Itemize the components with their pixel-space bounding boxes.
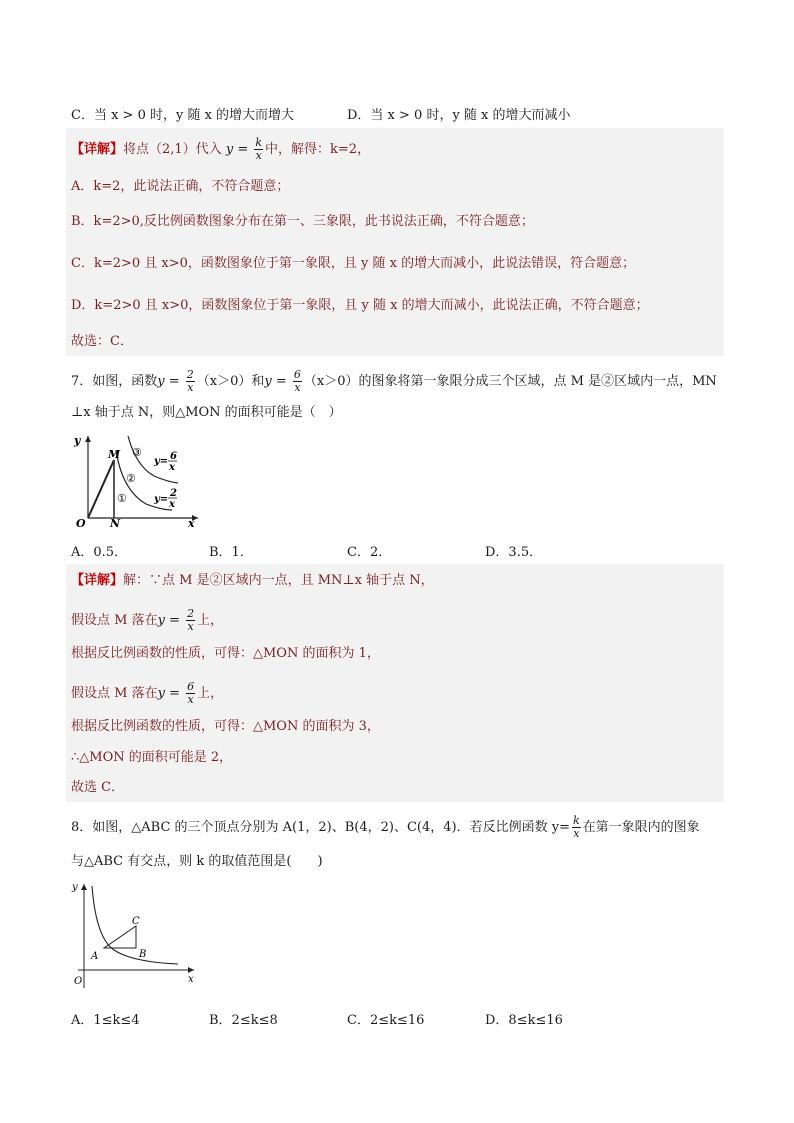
q8-figure — [70, 878, 200, 990]
point-c-label: C — [132, 916, 140, 927]
fraction-numerator: 6 — [187, 680, 195, 693]
question-text: （x＞0）的图象将第一象限分成三个区域，点 M 是②区域内一点，MN — [303, 374, 717, 389]
q8-option-d: D．8≤k≤16 — [485, 1013, 563, 1028]
solution-text: 上， — [197, 686, 224, 701]
equation-lhs: y = — [225, 142, 249, 157]
q7-question-line1: 7．如图，函数y = $\frac{2}{x}$ （x＞0）和y = $\frac{6}{x}$ （x＞0）的图象将第一象限分成三个区域，点 M 是②区域内一点，MN — [71, 368, 717, 394]
y-axis-arrow — [85, 436, 91, 442]
solution-text: 解：∵点 M 是②区域内一点，且 MN⊥x 轴于点 N， — [123, 573, 434, 588]
curve-label-y: y= — [154, 494, 169, 505]
q8-question-line2: 与△ABC 有交点，则 k 的取值范围是( ) — [71, 854, 323, 869]
fraction-denominator: x — [187, 693, 194, 706]
curve-label-num-6: 6 — [170, 451, 177, 462]
q6-solution-line3: B．k=2>0,反比例函数图象分布在第一、三象限，此书说法正确，不符合题意； — [71, 214, 534, 229]
solution-tag: 【详解】 — [71, 142, 124, 157]
q6-solution-line5: D．k=2>0 且 x>0，函数图象位于第一象限，且 y 随 x 的增大而减小，此说法正确，不符合题意； — [71, 298, 649, 313]
fraction — [293, 369, 302, 394]
q8-option-a: A．1≤k≤4 — [71, 1013, 140, 1028]
q7-option-c: C．2． — [347, 545, 392, 560]
q7-option-a: A．0.5． — [71, 545, 128, 560]
fraction-numerator: 2 — [186, 368, 194, 381]
x-axis-label: x — [188, 974, 194, 985]
origin-label: O — [74, 976, 83, 987]
y-axis-arrow — [81, 884, 87, 890]
point-a-label: A — [91, 951, 99, 962]
fraction — [186, 681, 195, 706]
curve-label-den: x — [169, 499, 175, 510]
solution-text: 中，解得：k=2， — [265, 142, 371, 157]
origin-label: O — [76, 517, 86, 528]
q7-option-b: B．1． — [209, 545, 253, 560]
fraction — [572, 815, 581, 840]
fraction-numerator: 6 — [293, 368, 301, 381]
point-m-label: M — [108, 448, 121, 461]
fraction-denominator: x — [187, 381, 194, 394]
region-3-label: ③ — [132, 446, 142, 459]
x-axis-arrow — [188, 967, 194, 973]
q6-solution-line1 — [71, 137, 370, 162]
fraction-denominator: x — [573, 827, 580, 840]
fraction — [254, 137, 263, 162]
q7-solution-line1 — [71, 572, 434, 590]
q7-figure — [70, 432, 204, 528]
q6-solution-line6: 故选：C． — [71, 334, 133, 349]
q6-solution-line2: A．k=2，此说法正确，不符合题意； — [71, 179, 290, 194]
solution-text: 假设点 M 落在 — [71, 686, 158, 701]
q6-solution-line4: C．k=2>0 且 x>0，函数图象位于第一象限，且 y 随 x 的增大而减小，此说法错误，符合题意； — [71, 256, 636, 271]
curve-label-num-2: 2 — [170, 488, 177, 499]
point-b-label: B — [139, 949, 147, 960]
question-text: 在第一象限内的图象 — [582, 820, 700, 835]
q6-solution-block — [66, 128, 724, 356]
q7-solution-line3: 根据反比例函数的性质，可得：△MON 的面积为 1， — [71, 646, 380, 661]
segment-om — [88, 460, 114, 518]
q7-solution-line6: ∴△MON 的面积可能是 2， — [71, 750, 233, 765]
fraction-denominator: x — [294, 381, 301, 394]
y-axis-label: y — [74, 434, 81, 447]
question-text: 8．如图，△ABC 的三个顶点分别为 A(1，2)、B(4，2)、C(4，4)．若反比例函数 y= — [71, 820, 570, 835]
question-text: 7．如图，函数 — [71, 374, 158, 389]
solution-text: 上， — [197, 613, 224, 628]
q7-solution-line5: 根据反比例函数的性质，可得：△MON 的面积为 3， — [71, 719, 380, 734]
region-1-label: ① — [117, 492, 127, 505]
q6-option-c: C．当 x > 0 时，y 随 x 的增大而增大 — [71, 108, 295, 123]
question-text: （x＞0）和 — [196, 374, 265, 389]
point-n-label: N — [110, 517, 121, 528]
q8-option-c: C．2≤k≤16 — [347, 1013, 425, 1028]
y-axis-label: y — [72, 882, 78, 893]
fraction — [186, 608, 195, 633]
x-axis-label: x — [188, 517, 195, 528]
region-2-label: ② — [126, 472, 136, 485]
solution-tag: 【详解】 — [71, 573, 124, 588]
fraction-numerator: k — [572, 814, 580, 827]
fraction-numerator: 2 — [187, 607, 195, 620]
fraction-numerator: k — [255, 136, 263, 149]
solution-text: 假设点 M 落在 — [71, 613, 158, 628]
curve-label-y: y= — [154, 456, 169, 467]
q7-question-line2: ⊥x 轴于点 N，则△MON 的面积可能是（ ） — [71, 405, 342, 420]
q7-solution-line4: 假设点 M 落在y = $\frac{6}{x}$ 上， — [71, 680, 224, 706]
fraction — [186, 369, 195, 394]
q6-option-d: D．当 x > 0 时，y 随 x 的增大而减小 — [347, 108, 571, 123]
q8-option-b: B．2≤k≤8 — [209, 1013, 278, 1028]
curve-label-den: x — [169, 462, 175, 473]
q7-solution-line2: 假设点 M 落在y = $\frac{2}{x}$ 上， — [71, 607, 224, 633]
fraction-denominator: x — [187, 620, 194, 633]
q7-option-d: D．3.5． — [485, 545, 543, 560]
solution-text: 将点（2,1）代入 — [123, 142, 222, 157]
fraction-denominator: x — [255, 149, 262, 162]
q7-solution-line7: 故选 C． — [71, 780, 125, 795]
triangle-abc — [104, 926, 136, 948]
q8-question-line1 — [71, 815, 700, 840]
